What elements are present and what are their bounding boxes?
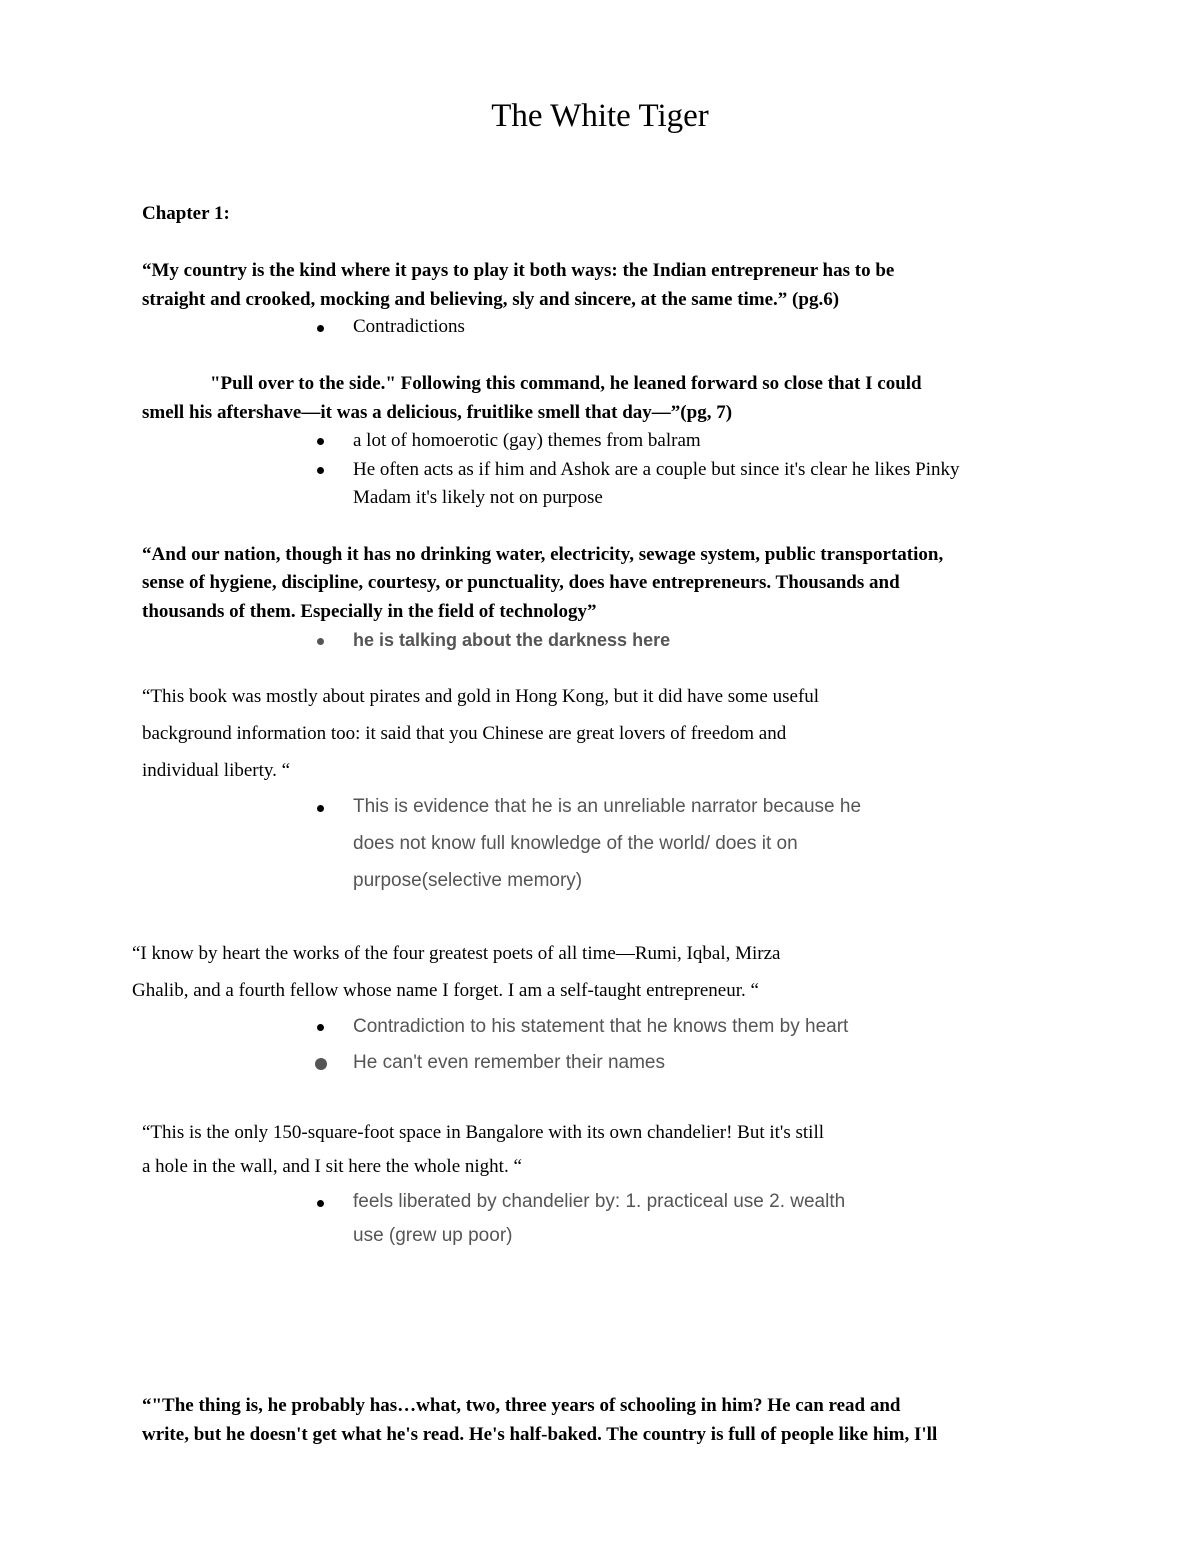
quote-line: “"The thing is, he probably has…what, two, three years of schooling in him? He can read and: [142, 1395, 901, 1416]
quote-line: straight and crooked, mocking and believing, sly and sincere, at the same time.” (pg.6): [142, 289, 840, 310]
bullet-icon: [317, 638, 324, 645]
bullet-icon: [315, 1058, 327, 1070]
quote-line: thousands of them. Especially in the field of technology”: [142, 601, 597, 622]
note-item: He can't even remember their names: [353, 1052, 665, 1073]
bullet-icon: [317, 438, 324, 445]
bullet-icon: [317, 467, 324, 474]
quote-line: “And our nation, though it has no drinking water, electricity, sewage system, public transportation,: [142, 544, 944, 565]
note-item: Contradictions: [353, 316, 465, 337]
quote-line: a hole in the wall, and I sit here the whole night. “: [142, 1156, 522, 1177]
bullet-icon: [317, 805, 324, 812]
note-item: purpose(selective memory): [353, 870, 583, 891]
note-item: Contradiction to his statement that he knows them by heart: [353, 1016, 849, 1037]
note-item: He often acts as if him and Ashok are a couple but since it's clear he likes Pinky: [353, 459, 960, 480]
page-title: The White Tiger: [491, 98, 709, 134]
quote-line: "Pull over to the side." Following this command, he leaned forward so close that I could: [210, 373, 922, 394]
quote-line: sense of hygiene, discipline, courtesy, or punctuality, does have entrepreneurs. Thousands and: [142, 572, 900, 593]
quote-line: “I know by heart the works of the four greatest poets of all time—Rumi, Iqbal, Mirza: [132, 943, 781, 964]
quote-line: “My country is the kind where it pays to play it both ways: the Indian entrepreneur has to be: [142, 260, 895, 281]
quote-line: background information too: it said that you Chinese are great lovers of freedom and: [142, 723, 787, 744]
quote-line: “This book was mostly about pirates and gold in Hong Kong, but it did have some useful: [142, 686, 820, 707]
note-item: does not know full knowledge of the world/ does it on: [353, 833, 798, 854]
note-item: he is talking about the darkness here: [353, 630, 671, 650]
chapter-heading: Chapter 1:: [142, 203, 230, 224]
quote-line: smell his aftershave—it was a delicious, fruitlike smell that day—”(pg, 7): [142, 402, 733, 423]
note-item: use (grew up poor): [353, 1225, 513, 1246]
quote-line: Ghalib, and a fourth fellow whose name I forget. I am a self-taught entrepreneur. “: [132, 980, 759, 1001]
quote-line: write, but he doesn't get what he's read. He's half-baked. The country is full of people like him, I'll: [142, 1424, 938, 1445]
bullet-icon: [317, 1200, 324, 1207]
note-item: feels liberated by chandelier by: 1. practiceal use 2. wealth: [353, 1191, 846, 1212]
quote-line: individual liberty. “: [142, 760, 291, 781]
quote-line: “This is the only 150-square-foot space in Bangalore with its own chandelier! But it's still: [142, 1122, 825, 1143]
note-item: a lot of homoerotic (gay) themes from balram: [353, 430, 701, 451]
bullet-icon: [317, 1024, 324, 1031]
note-item: Madam it's likely not on purpose: [353, 487, 603, 508]
bullet-icon: [317, 325, 324, 332]
note-item: This is evidence that he is an unreliable narrator because he: [353, 796, 862, 817]
